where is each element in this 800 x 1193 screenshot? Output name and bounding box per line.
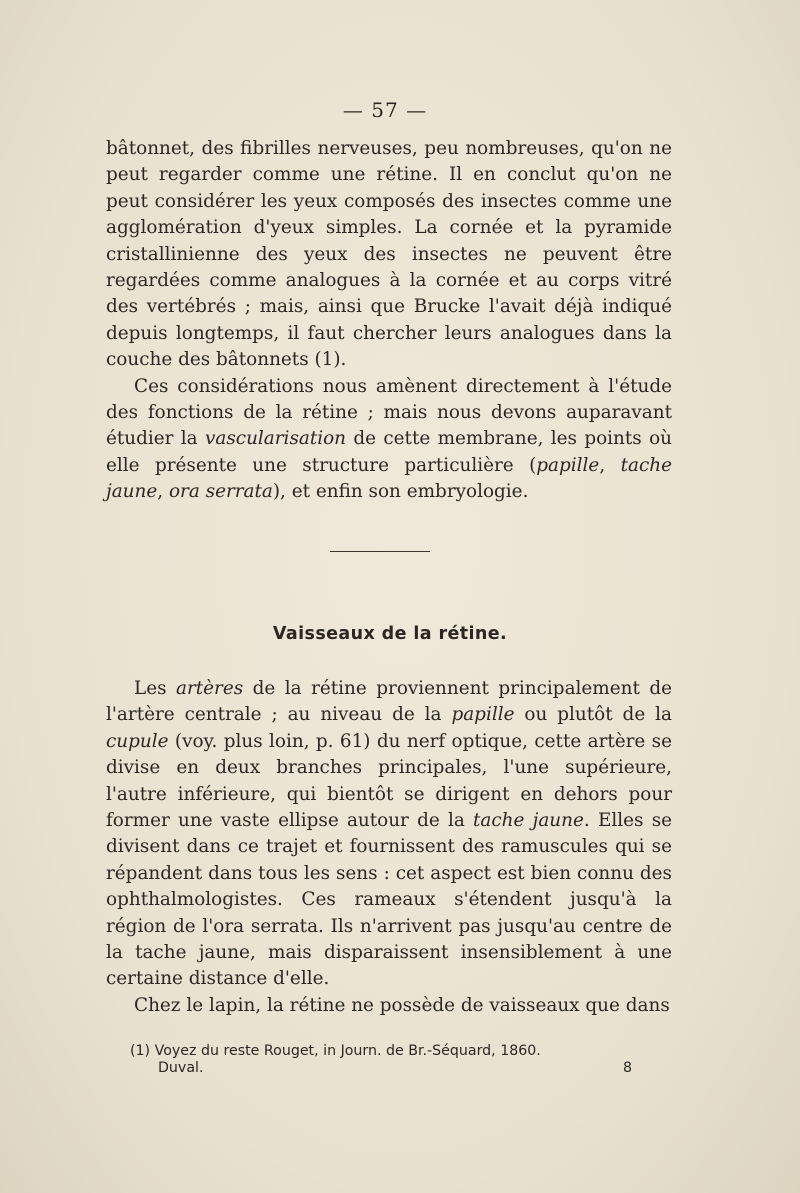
page-number: — 57 — bbox=[342, 98, 428, 122]
term-tache-jaune: tache jaune bbox=[473, 810, 584, 832]
intro-text bbox=[106, 136, 672, 506]
footnote: (1) Voyez du reste Rouget, in Journ. de Br.-Séquard, 1860. bbox=[130, 1043, 541, 1059]
text-run: Les bbox=[134, 678, 177, 699]
page-footer bbox=[158, 1060, 632, 1076]
term-ora-serrata: ora serrata bbox=[168, 481, 273, 503]
term-tache-jaune: tache jaune bbox=[106, 454, 672, 503]
text-run: ), et enfin son embryologie. bbox=[272, 481, 529, 503]
text-run: . Elles se divisent dans ce trajet et fournissent des ramuscules qui se répandent dans tous les sens : cet aspect est bien connu des ophthalmologistes. Ces rameaux s'étendent jusqu'à la région de l'ora serrata. Ils n'arrivent pas jusqu'au centre de la tache jaune, mais disparaissent insensiblement à une certaine distance d'elle. bbox=[106, 810, 673, 990]
term-papille: papille bbox=[451, 704, 515, 726]
intro-paragraph-2 bbox=[106, 374, 672, 506]
term-cupule: cupule bbox=[106, 730, 169, 752]
term-arteres: artères bbox=[176, 678, 244, 699]
signature-mark: Duval. bbox=[158, 1060, 204, 1076]
text-run: Ces considérations nous amènent directement à l'étude des fonctions de la rétine ; mais nous devons auparavant étudier la bbox=[106, 375, 672, 450]
text-run: de la rétine proviennent principalement de l'artère centrale ; au niveau de la bbox=[106, 678, 672, 726]
intro-paragraph-1: bâtonnet, des fibrilles nerveuses, peu nombreuses, qu'on ne peut regarder comme une rétine. Il en conclut qu'on ne peut considérer les yeux composés des insectes comme une agglomération d'yeux simples. La cornée et la pyramide cristallinienne des yeux des insectes ne peuvent être regardées comme analogues à la cornée et au corps vitré des vertébrés ; mais, ainsi que Brucke l'avait déjà indiqué depuis longtemps, il faut chercher leurs analogues dans la couche des bâtonnets (1). bbox=[106, 138, 672, 371]
vessels-text bbox=[106, 676, 672, 1019]
text-run: (voy. plus loin, p. 61) du nerf optique, cette artère se divise en deux branches principales, l'une supérieure, l'autre inférieure, qui bientôt se dirigent en dehors pour former une vaste ellipse autour de la bbox=[106, 730, 672, 832]
term-vascularisation: vascularisation bbox=[204, 428, 347, 450]
text-run: , bbox=[599, 454, 621, 476]
term-papille: papille bbox=[536, 454, 600, 476]
text-run: ou plutôt de la bbox=[514, 704, 672, 726]
text-run: de cette membrane, les points où elle présente une structure particulière ( bbox=[106, 428, 672, 476]
text-run: , bbox=[157, 481, 169, 503]
section-heading: Vaisseaux de la rétine. bbox=[272, 624, 508, 644]
vessels-paragraph-1 bbox=[106, 676, 672, 993]
vessels-paragraph-2: Chez le lapin, la rétine ne possède de vaisseaux que dans bbox=[134, 994, 670, 1016]
section-divider bbox=[330, 551, 430, 552]
sheet-number: 8 bbox=[622, 1060, 632, 1076]
